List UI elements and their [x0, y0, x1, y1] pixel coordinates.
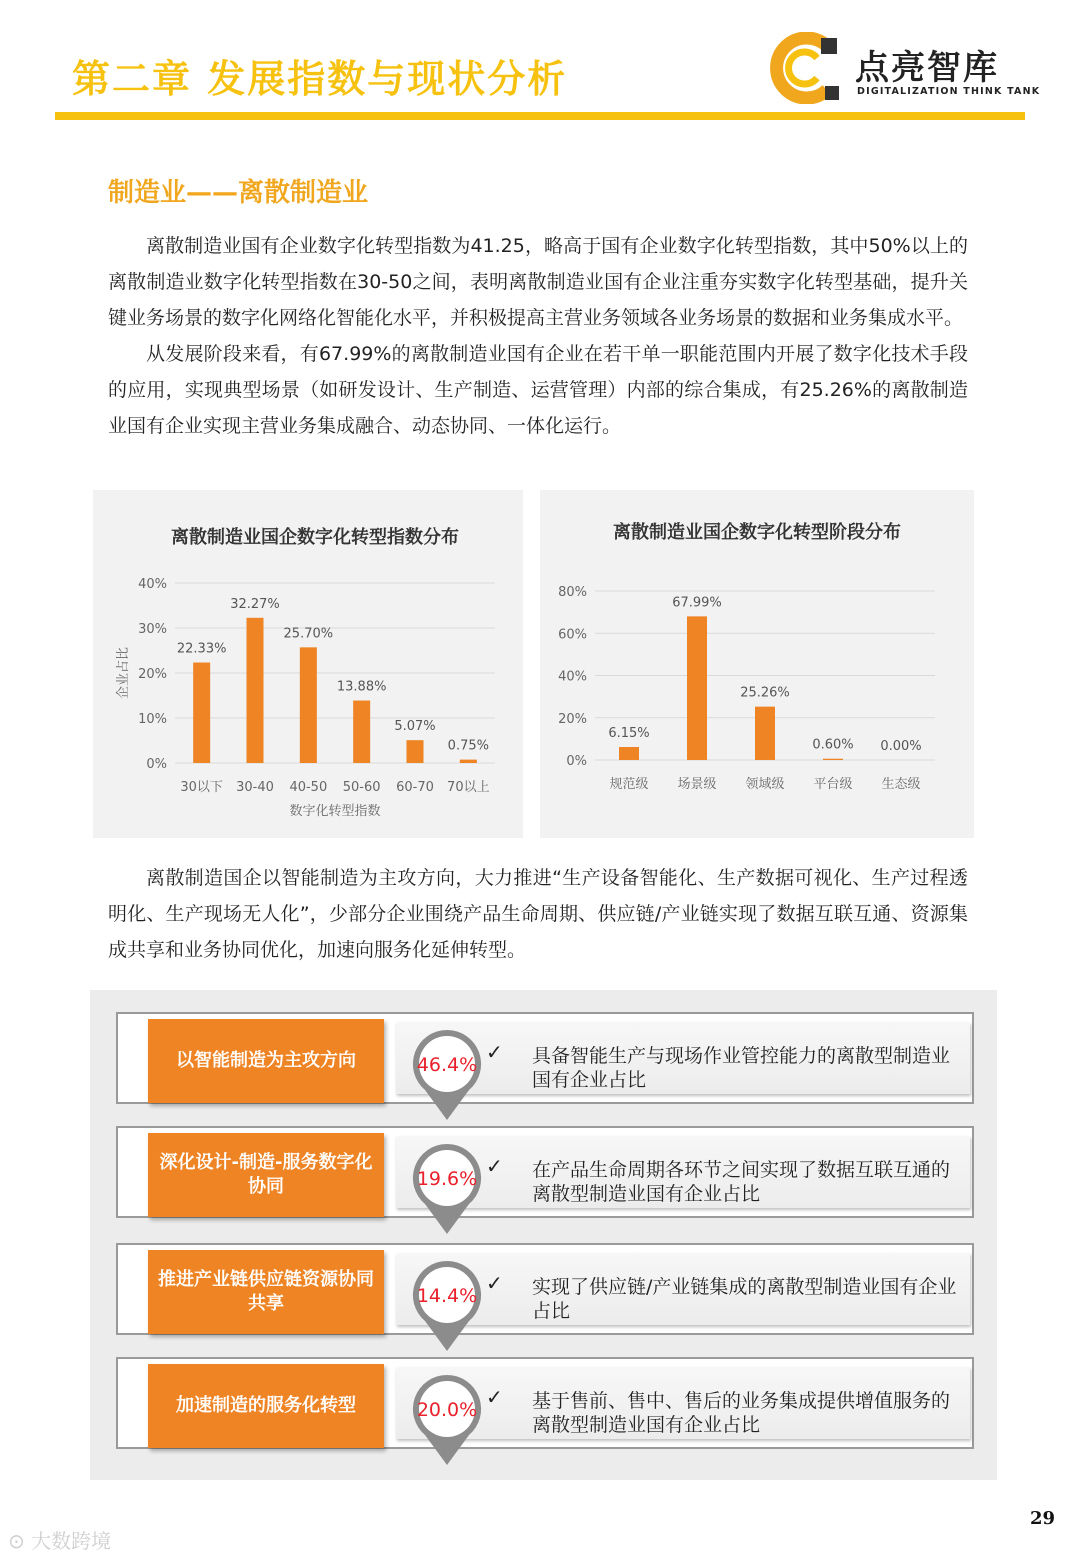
- y-tick-label: 80%: [558, 585, 587, 600]
- x-tick-label: 60-70: [396, 780, 434, 795]
- infographic-description: 具备智能生产与现场作业管控能力的离散型制造业国有企业占比: [532, 1045, 951, 1091]
- data-label: 0.60%: [812, 737, 854, 753]
- data-label: 25.26%: [740, 685, 790, 701]
- data-label: 5.07%: [394, 719, 436, 735]
- header-divider: [55, 112, 1025, 120]
- map-pin-icon: [407, 1140, 487, 1240]
- map-pin-icon: [407, 1371, 487, 1471]
- y-axis-label: 企业占比: [116, 646, 131, 700]
- data-label: 22.33%: [176, 641, 227, 657]
- bar: [460, 760, 477, 763]
- data-label: 67.99%: [672, 595, 722, 611]
- infographic-description: 基于售前、售中、售后的业务集成提供增值服务的离散型制造业国有企业占比: [532, 1390, 951, 1436]
- bar: [823, 759, 843, 760]
- paragraph-strategy: [108, 860, 968, 968]
- data-label: 0.75%: [447, 738, 489, 754]
- x-tick-label: 30以下: [180, 780, 223, 795]
- infographic-label-box: 深化设计-制造-服务数字化协同: [148, 1133, 384, 1217]
- y-tick-label: 60%: [558, 627, 587, 643]
- chart-panel-stage-distribution: [540, 490, 974, 838]
- x-tick-label: 平台级: [813, 777, 853, 792]
- data-label: 32.27%: [230, 596, 280, 612]
- infographic-label-box: 推进产业链供应链资源协同共享: [148, 1250, 384, 1334]
- logo-name: 点亮智库: [855, 48, 999, 88]
- infographic-label-box: 以智能制造为主攻方向: [148, 1019, 384, 1103]
- y-tick-label: 0%: [146, 757, 167, 772]
- infographic-label-box: 加速制造的服务化转型: [148, 1364, 384, 1448]
- section-title: 制造业——离散制造业: [108, 178, 369, 208]
- bar: [619, 747, 639, 760]
- x-tick-label: 70以上: [447, 780, 490, 795]
- chart-title: 离散制造业国企数字化转型指数分布: [171, 527, 459, 548]
- paragraph-2: 从发展阶段来看，有67.99%的离散制造业国有企业在若干单一职能范围内开展了数字化技术手段的应用，实现典型场景（如研发设计、生产制造、运营管理）内部的综合集成，有25.26%的离散制造业国有企业实现主营业务集成融合、动态协同、一体化运行。: [108, 343, 968, 437]
- logo-subtitle: DIGITALIZATION THINK TANK: [857, 86, 1041, 97]
- x-tick-label: 50-60: [342, 780, 381, 795]
- infographic-percent: 46.4%: [416, 1054, 478, 1076]
- chart-stage-distribution: [540, 490, 974, 838]
- map-pin-icon: [407, 1026, 487, 1126]
- bar: [755, 707, 775, 760]
- data-label: 0.00%: [880, 739, 922, 754]
- y-tick-label: 0%: [566, 754, 587, 769]
- x-tick-label: 30-40: [236, 780, 274, 795]
- x-tick-label: 领域级: [745, 777, 785, 792]
- data-label: 6.15%: [608, 726, 650, 742]
- paragraph-intro: [108, 228, 968, 444]
- bar: [687, 616, 707, 760]
- check-icon: ✓: [486, 1040, 503, 1064]
- page-number: 29: [1030, 1508, 1056, 1529]
- y-tick-label: 20%: [558, 711, 587, 727]
- infographic-percent: 14.4%: [416, 1285, 478, 1307]
- y-tick-label: 20%: [138, 667, 167, 682]
- chapter-title: 第二章 发展指数与现状分析: [72, 57, 568, 101]
- paragraph-3: 离散制造国企以智能制造为主攻方向，大力推进“生产设备智能化、生产数据可视化、生产过程透明化、生产现场无人化”，少部分企业围绕产品生命周期、供应链/产业链实现了数据互联互通、资源集成共享和业务协同优化，加速向服务化延伸转型。: [108, 867, 968, 961]
- chart-index-distribution: [93, 490, 523, 838]
- y-tick-label: 40%: [558, 669, 587, 685]
- check-icon: ✓: [486, 1385, 503, 1409]
- data-label: 13.88%: [336, 679, 387, 695]
- footer-brand: [8, 1525, 111, 1554]
- infographic-description: 在产品生命周期各环节之间实现了数据互联互通的离散型制造业国有企业占比: [532, 1159, 951, 1205]
- chart-title: 离散制造业国企数字化转型阶段分布: [613, 522, 901, 543]
- footer-brand-text: 大数跨境: [31, 1529, 112, 1553]
- bar: [407, 740, 424, 763]
- x-tick-label: 生态级: [881, 777, 921, 792]
- paragraph-1: 离散制造业国有企业数字化转型指数为41.25，略高于国有企业数字化转型指数，其中50%以上的离散制造业数字化转型指数在30-50之间，表明离散制造业国有企业注重夯实数字化转型基础，提升关键业务场景的数字化网络化智能化水平，并积极提高主营业务领域各业务场景的数据和业务集成水平。: [108, 235, 968, 329]
- y-tick-label: 30%: [138, 622, 167, 637]
- bar: [193, 663, 210, 763]
- bar: [300, 647, 317, 763]
- x-tick-label: 规范级: [609, 777, 649, 792]
- data-label: 25.70%: [283, 626, 334, 642]
- map-pin-icon: [407, 1257, 487, 1357]
- bar: [353, 701, 370, 763]
- check-icon: ✓: [486, 1154, 503, 1178]
- bar: [247, 618, 264, 763]
- footer-brand-icon: ⊙: [8, 1529, 32, 1553]
- infographic-percent: 19.6%: [416, 1168, 478, 1190]
- y-tick-label: 40%: [138, 577, 167, 592]
- x-tick-label: 40-50: [289, 780, 328, 795]
- y-tick-label: 10%: [138, 712, 167, 727]
- x-tick-label: 场景级: [677, 777, 717, 792]
- infographic-percent: 20.0%: [416, 1399, 478, 1421]
- chart-panel-index-distribution: [93, 490, 523, 838]
- x-axis-label: 数字化转型指数: [289, 804, 381, 819]
- check-icon: ✓: [486, 1271, 503, 1295]
- infographic-description: 实现了供应链/产业链集成的离散型制造业国有企业占比: [532, 1276, 957, 1322]
